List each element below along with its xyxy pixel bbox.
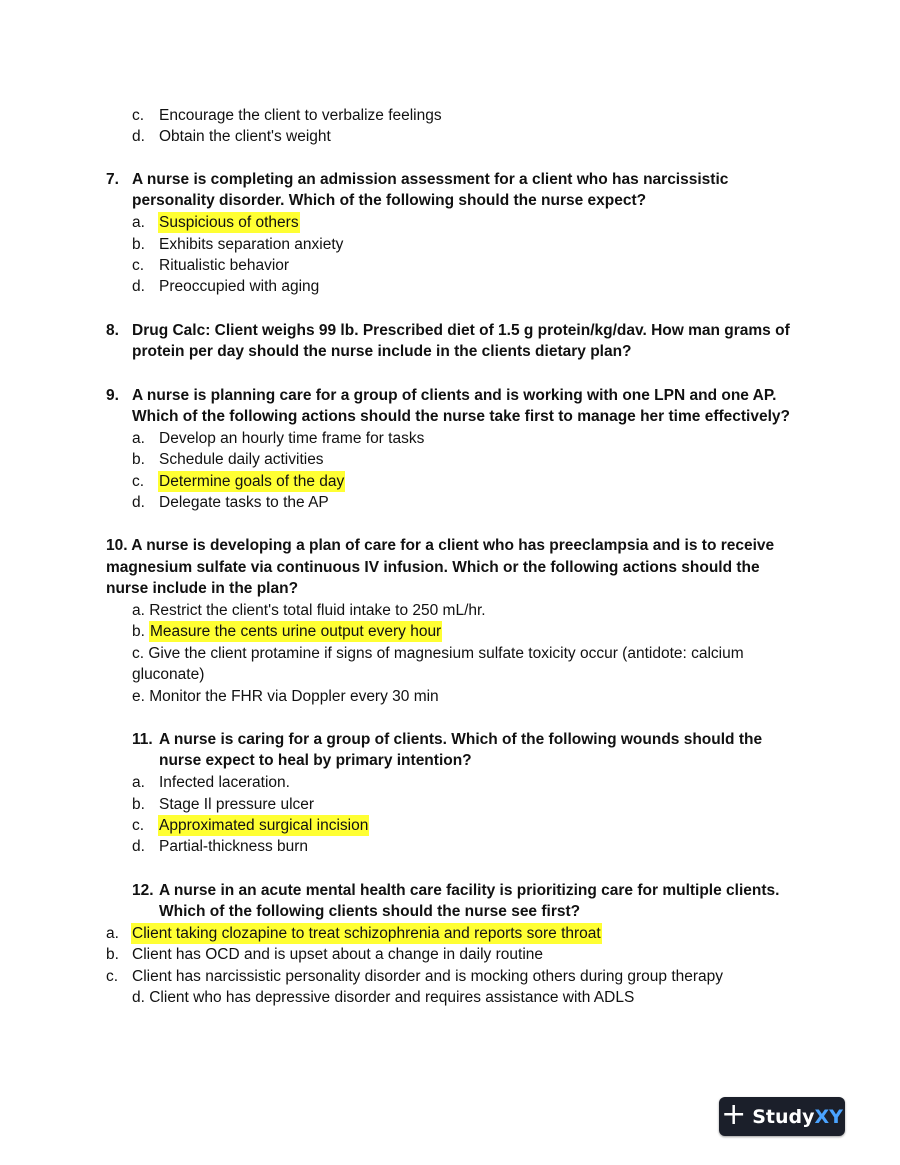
- q7-option-d: Preoccupied with aging: [159, 278, 320, 295]
- q12-option-c: Client has narcissistic personality disorder and is mocking others during group therapy: [132, 968, 724, 985]
- q12-option-b-letter: b.: [106, 946, 119, 963]
- q8-stem-line1: Drug Calc: Client weighs 99 lb. Prescribed diet of 1.5 g protein/kg/dav. How man grams of: [132, 322, 790, 339]
- q12-option-a-letter: a.: [106, 925, 119, 942]
- q12-option-d: d. Client who has depressive disorder and requires assistance with ADLS: [132, 989, 635, 1006]
- studyxy-logo[interactable]: [719, 1097, 845, 1136]
- q10-stem-line2: magnesium sulfate via continuous IV infusion. Which or the following actions should the: [106, 559, 760, 576]
- q11-number: 11.: [132, 731, 153, 748]
- q6-option-d-letter: d.: [132, 128, 145, 145]
- q10-option-c-line2: gluconate): [132, 666, 205, 683]
- q10-stem-line1: 10. A nurse is developing a plan of care for a client who has preeclampsia and is to receive: [106, 537, 775, 554]
- q9-option-d: Delegate tasks to the AP: [159, 494, 329, 511]
- q11-stem-line1: A nurse is caring for a group of clients. Which of the following wounds should the: [159, 731, 763, 748]
- logo-text-main: Study: [752, 1105, 815, 1128]
- q8-number: 8.: [106, 322, 119, 339]
- q11-option-c-highlighted: Approximated surgical incision: [159, 817, 369, 834]
- q9-number: 9.: [106, 387, 119, 404]
- q9-option-b-letter: b.: [132, 451, 145, 468]
- q7-option-c-letter: c.: [132, 257, 145, 274]
- q11-option-a: Infected laceration.: [159, 774, 290, 791]
- q7-option-c: Ritualistic behavior: [159, 257, 290, 274]
- q11-stem-line2: nurse expect to heal by primary intention?: [159, 752, 472, 769]
- q11-option-b-letter: b.: [132, 796, 145, 813]
- q11-option-d: Partial-thickness burn: [159, 838, 309, 855]
- q8-stem-line2: protein per day should the nurse include in the clients dietary plan?: [132, 343, 632, 360]
- q10-option-b-highlighted: Measure the cents urine output every hour: [150, 623, 442, 640]
- q7-option-b-letter: b.: [132, 236, 145, 253]
- q10-option-e: e. Monitor the FHR via Doppler every 30 min: [132, 688, 439, 705]
- q10-option-a: a. Restrict the client's total fluid intake to 250 mL/hr.: [132, 602, 486, 619]
- q12-stem-line1: A nurse in an acute mental health care facility is prioritizing care for multiple clients.: [159, 882, 780, 899]
- q10-option-c-line1: c. Give the client protamine if signs of magnesium sulfate toxicity occur (antidote: calcium: [132, 645, 744, 662]
- q7-number: 7.: [106, 171, 119, 188]
- plus-icon: +: [721, 1097, 747, 1132]
- q7-option-a-highlighted: Suspicious of others: [159, 214, 299, 231]
- q9-stem-line1: A nurse is planning care for a group of clients and is working with one LPN and one AP.: [132, 387, 777, 404]
- q9-option-b: Schedule daily activities: [159, 451, 324, 468]
- q9-option-c-highlighted: Determine goals of the day: [159, 473, 345, 490]
- q7-option-b: Exhibits separation anxiety: [159, 236, 344, 253]
- q7-stem-line2: personality disorder. Which of the following should the nurse expect?: [132, 192, 647, 209]
- logo-text-accent: XY: [814, 1105, 843, 1128]
- q9-option-d-letter: d.: [132, 494, 145, 511]
- q12-option-a-highlighted: Client taking clozapine to treat schizophrenia and reports sore throat: [132, 925, 601, 942]
- q6-option-d: Obtain the client's weight: [159, 128, 331, 145]
- q7-option-d-letter: d.: [132, 278, 145, 295]
- q7-stem-line1: A nurse is completing an admission assessment for a client who has narcissistic: [132, 171, 729, 188]
- q12-number: 12.: [132, 882, 154, 899]
- q6-option-c: Encourage the client to verbalize feelings: [159, 107, 442, 124]
- q10-option-b-letter: b.: [132, 623, 145, 640]
- q6-option-c-letter: c.: [132, 107, 145, 124]
- q11-option-c-letter: c.: [132, 817, 145, 834]
- q7-option-a-letter: a.: [132, 214, 145, 231]
- q9-stem-line2: Which of the following actions should the nurse take first to manage her time effectively?: [132, 408, 790, 425]
- q11-option-d-letter: d.: [132, 838, 145, 855]
- q12-option-b: Client has OCD and is upset about a change in daily routine: [132, 946, 543, 963]
- q9-option-a: Develop an hourly time frame for tasks: [159, 430, 425, 447]
- q9-option-a-letter: a.: [132, 430, 145, 447]
- q11-option-b: Stage Il pressure ulcer: [159, 796, 315, 813]
- q9-option-c-letter: c.: [132, 473, 145, 490]
- q10-stem-line3: nurse include in the plan?: [106, 580, 299, 597]
- q12-stem-line2: Which of the following clients should the nurse see first?: [159, 903, 581, 920]
- q12-option-c-letter: c.: [106, 968, 119, 985]
- q11-option-a-letter: a.: [132, 774, 145, 791]
